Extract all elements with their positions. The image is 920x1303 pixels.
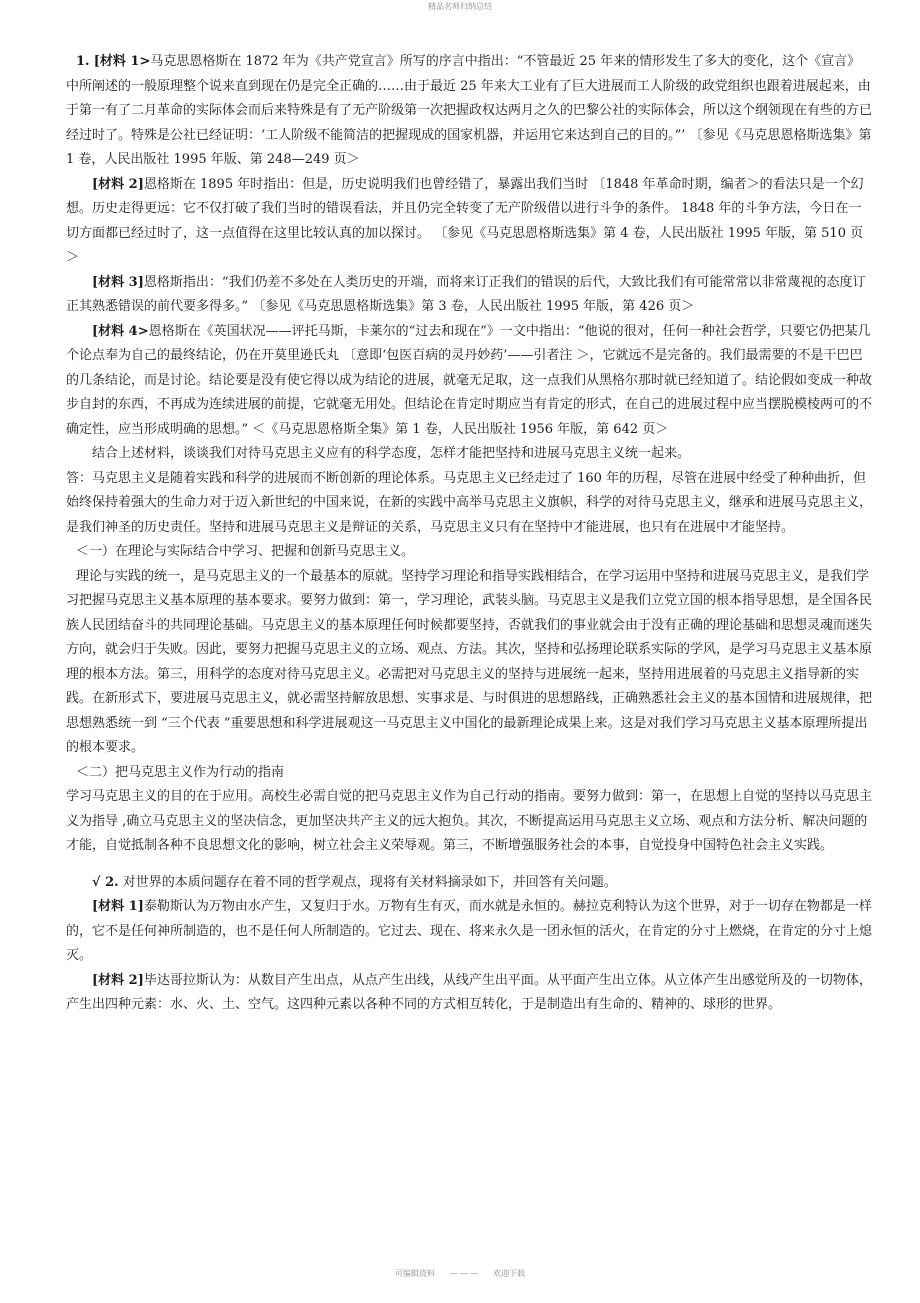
footer-right: 欢迎下载 [493,1269,526,1278]
q1-m2-text: 恩格斯在 1895 年时指出：但是，历史说明我们也曾经错了，暴露出我们当时 〔1848 年革命时期，编者＞的看法只是一个幻想。历史走得更远：它不仅打破了我们当时的错误看法，并且仍完全转变了无产阶级借以进行斗争的条件。 1848 年的斗争方法，今日在一切方面都已经过时了，这一点值得在这里比较认真的加以探讨。 〔参见《马克思恩格斯选集》第 4 卷，人民出版社 1995 年版，第 510 页＞ [66,176,864,265]
q1-m4-text: 恩格斯在《英国状况——评托马斯，卡莱尔的“过去和现在”》一文中指出：“他说的很对，任何一种社会哲学，只要它仍把某几个论点奉为自己的最终结论，仍在开莫里逊氏丸 〔意即‘包医百病的灵丹妙药’——引者注 ＞，它就远不是完备的。我们最需要的不是干巴巴的几条结论，而是讨论。结论要是没有使它得以成为结论的进展，就毫无足取，这一点我们从黑格尔那时就已经知道了。结论假如变成一种故步自封的东西，不再成为连续进展的前提，它就毫无用处。但结论在肯定时期应当有肯定的形式，在自己的进展过程中应当摆脱模棱两可的不确定性，应当形成明确的思想。” ＜《马克思恩格斯全集》第 1 卷，人民出版社 1956 年版，第 642 页＞ [66,323,873,437]
q1-m1-label: [材料 1> [93,54,151,69]
q1-material-4 [66,320,872,443]
q2-m1-text: 泰勒斯认为万物由水产生，又复归于水。万物有生有灭，而水就是永恒的。赫拉克利特认为这个世界，对于一切存在物都是一样的，它不是任何神所制造的，也不是任何人所制造的。它过去、现在、将来永久是一团永恒的活火，在肯定的分寸上燃烧，在肯定的分寸上熄灭。 [66,899,873,963]
q1-m1-text: 马克思恩格斯在 1872 年为《共产党宣言》所写的序言中指出：“不管最近 25 年来的情形发生了多大的变化，这个《宣言》中所阐述的一般原理整个说来直到现在仍是完全正确的……由于最近 25 年来大工业有了巨大进展而工人阶级的政党组织也跟着进展起来，由于第一有了二月革命的实际体会而后来特殊是有了无产阶级第一次把握政权达两月之久的巴黎公社的实际体会，所以这个纲领现在有些的方已经过时了。特殊是公社已经证明：‘工人阶级不能简洁的把握现成的国家机器，并运用它来达到自己的目的。”’ 〔参见《马克思恩格斯选集》第 1 卷，人民出版社 1995 年版、第 248—249 页＞ [66,54,873,167]
q1-section-2-title: ＜二）把马克思主义作为行动的指南 [76,764,285,780]
q1-number: 1. [76,54,90,69]
q1-section-1-text: 理论与实践的统一，是马克思主义的一个最基本的原就。坚持学习理论和指导实践相结合，在学习运用中坚持和进展马克思主义，是我们学习把握马克思主义基本原理的基本要求。要努力做到：第一，学习理论，武装头脑。马克思主义是我们立党立国的根本指导思想，是全国各民族人民团结奋斗的共同理论基础。马克思主义的基本原理任何时候都要坚持，否就我们的事业就会由于没有正确的理论基础和思想灵魂而迷失方向，就会归于失败。因此，要努力把握马克思主义的立场、观点、方法。其次，坚持和弘扬理论联系实际的学风，是学习马克思主义基本原理的根本方法。第三，用科学的态度对待马克思主义。必需把对马克思主义的坚持与进展统一起来，坚持用进展着的马克思主义指导新的实践。在新形式下，要进展马克思主义，就必需坚持解放思想、实事求是、与时俱进的思想路线，正确熟悉社会主义的基本国情和进展规律，把思想熟悉统一到 “三个代表 ”重要思想和科学进展观这一马克思主义中国化的最新理论成果上来。这是对我们学习马克思主义基本原理所提出的根本要求。 [66,568,873,755]
q1-m4-label: [材料 4> [92,323,149,339]
q1-material-3 [66,271,872,320]
q1-m3-text: 恩格斯指出：“我们仍差不多处在人类历史的开端，而将来订正我们的错误的后代，大致比我们有可能常常以非常蔑视的态度订正其熟悉错误的前代要多得多。” 〔参见《马克思恩格斯选集》第 3 卷，人民出版社 1995 年版，第 426 页＞ [66,274,866,314]
q1-m2-label: [材料 2] [92,176,144,192]
document-body [66,50,872,1018]
footer-dashes: — — — [449,1269,479,1278]
q2-intro [66,871,872,896]
page-header: 精品名师归纳总结 [428,2,492,11]
q2-m2-label: [材料 2] [92,972,144,988]
q1-material-1 [66,50,872,173]
footer-left: 可编辑资料 [394,1269,435,1278]
q2-m2-text: 毕达哥拉斯认为：从数目产生出点，从点产生出线，从线产生出平面。从平面产生出立体。从立体产生出感觉所及的一切物体，产生出四种元素：水、火、土、空气。这四种元素以各种不同的方式相互转化，于是制造出有生命的、精神的、球形的世界。 [66,972,872,1012]
q2-material-2 [66,969,872,1018]
page-footer [0,1268,920,1279]
q1-answer: 答：马克思主义是随着实践和科学的进展而不断创新的理论体系。马克思主义已经走过了 160 年的历程，尽管在进展中经受了种种曲折，但始终保持着强大的生命力对于迈入新世纪的中国来说，在新的实践中高举马克思主义旗帜，科学的对待马克思主义，继承和进展马克思主义，是我们神圣的历史责任。坚持和进展马克思主义是辩证的关系，马克思主义只有在坚持中才能进展，也只有在进展中才能坚持。 [66,470,873,535]
q2-number: √ 2. [92,874,119,890]
q1-section-1-title: ＜一）在理论与实际结合中学习、把握和创新马克思主义。 [76,544,415,559]
q1-section-2-text: 学习马克思主义的目的在于应用。高校生必需自觉的把马克思主义作为自己行动的指南。要努力做到：第一，在思想上自觉的坚持以马克思主义为指导 ,确立马克思主义的坚决信念，更加坚决共产主义的远大抱负。其次，不断提高运用马克思主义立场、观点和方法分析、解决问题的才能，自觉抵制各种不良思想文化的影响，树立社会主义荣辱观。第三，不断增强服务社会的本事，自觉投身中国特色社会主义实践。 [66,789,873,853]
q2-m1-label: [材料 1] [92,899,144,914]
q2-intro-text: 对世界的本质问题存在着不同的哲学观点，现将有关材料摘录如下，并回答有关问题。 [122,874,617,890]
q1-m3-label: [材料 3] [92,274,144,290]
q2-material-1 [66,895,872,969]
q1-question: 结合上述材料，谈谈我们对待马克思主义应有的科学态度，怎样才能把坚持和进展马克思主义统一起来。 [92,446,691,461]
q1-material-2 [66,173,872,271]
